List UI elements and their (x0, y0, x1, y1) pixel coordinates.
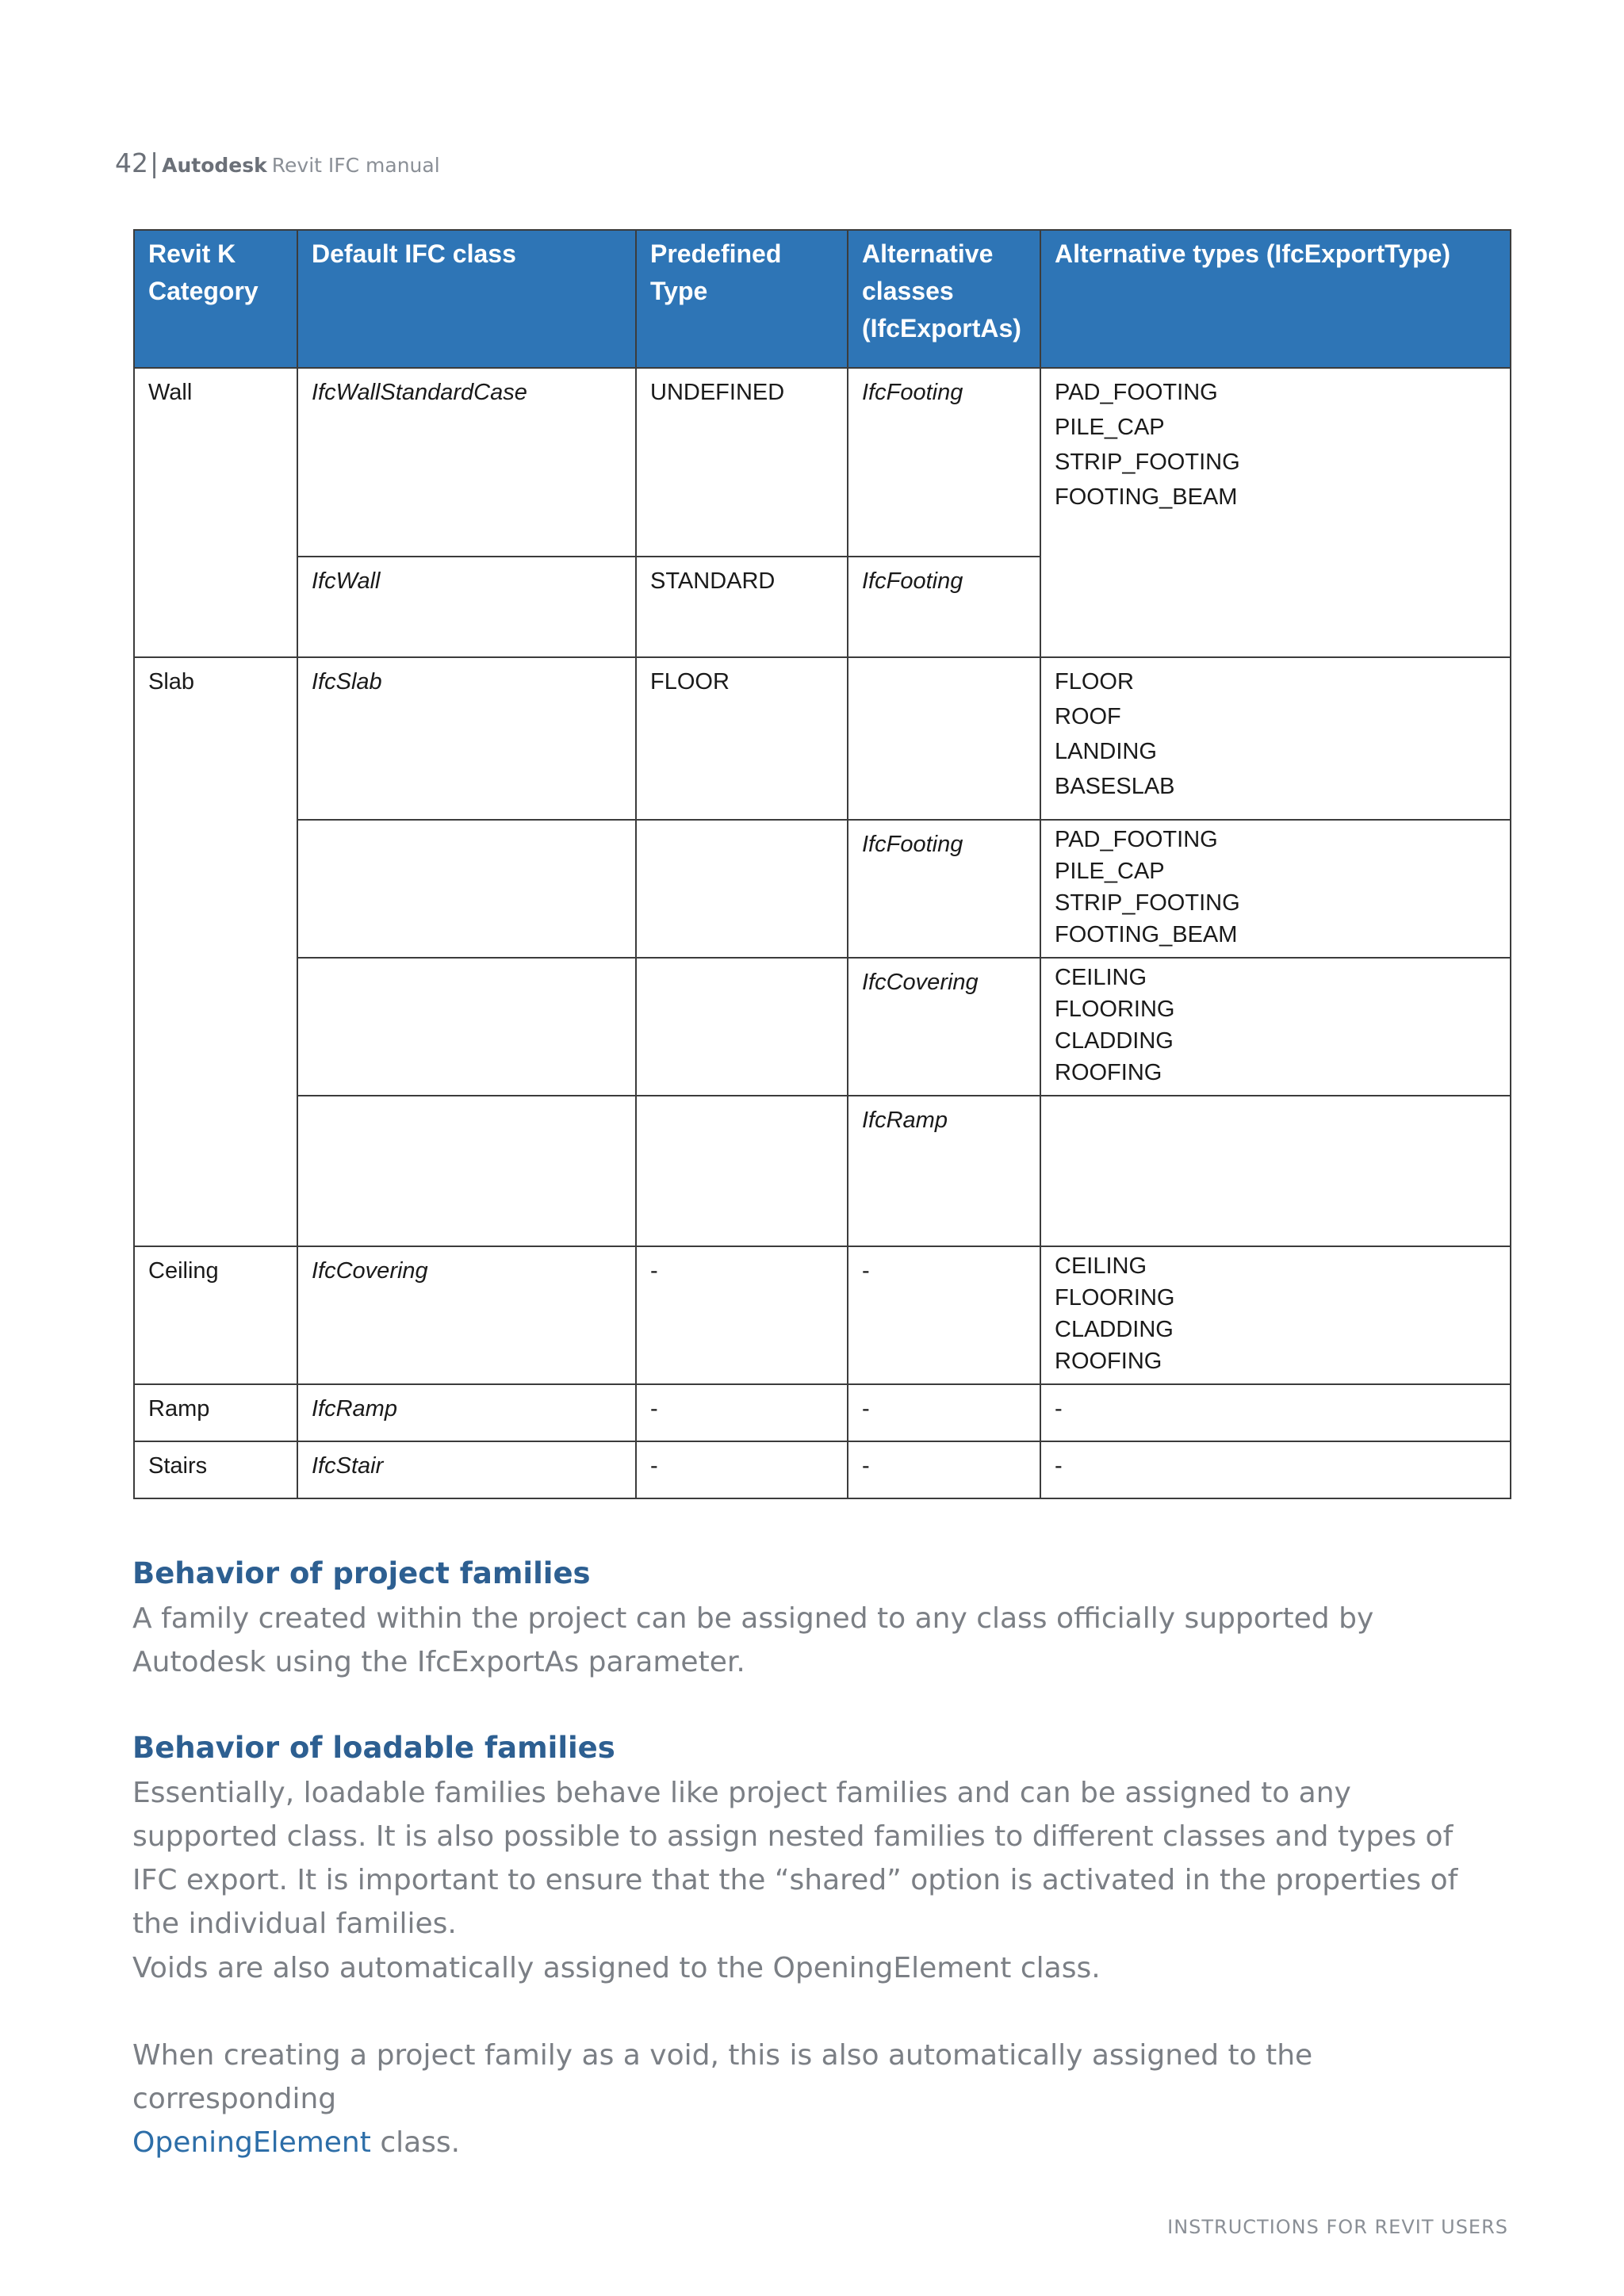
type-item: BASESLAB (1055, 774, 1175, 799)
default-class-cell: IfcWallStandardCase (297, 368, 636, 557)
type-item: STRIP_FOOTING (1055, 450, 1240, 475)
section-heading-project-families: Behavior of project families (132, 1556, 591, 1590)
type-item: PILE_CAP (1055, 859, 1165, 884)
default-class-cell: IfcWall (297, 557, 636, 657)
alt-class-cell: IfcFooting (848, 557, 1040, 657)
type-item: FLOORING (1055, 1285, 1175, 1311)
type-list (1055, 962, 1497, 1089)
default-class-cell: IfcRamp (297, 1384, 636, 1441)
alt-types-cell (1040, 368, 1511, 657)
category-cell: Wall (134, 368, 297, 657)
alt-class-cell: - (848, 1246, 1040, 1384)
table-row (134, 657, 1511, 820)
predefined-type-cell: - (636, 1384, 848, 1441)
alt-types-cell (1040, 657, 1511, 820)
alt-types-cell: - (1040, 1441, 1511, 1498)
default-class-cell: IfcStair (297, 1441, 636, 1498)
type-item: CLADDING (1055, 1028, 1174, 1054)
predefined-type-cell: - (636, 1441, 848, 1498)
alt-types-cell (1040, 820, 1511, 958)
section-paragraph (132, 2034, 1504, 2164)
default-class-cell (297, 958, 636, 1096)
predefined-type-cell (636, 820, 848, 958)
predefined-type-cell: STANDARD (636, 557, 848, 657)
ifc-mapping-table (133, 229, 1511, 1499)
alt-types-cell: - (1040, 1384, 1511, 1441)
predefined-type-cell: FLOOR (636, 657, 848, 820)
predefined-type-cell: - (636, 1246, 848, 1384)
type-item: FLOORING (1055, 997, 1175, 1022)
type-list (1055, 1250, 1497, 1377)
alt-types-cell (1040, 958, 1511, 1096)
section-paragraph: Essentially, loadable families behave like project families and can be assigned to any supported class. It is also possible to assign nested families to different classes and types of IFC export. It is important to ensure that the “shared” option is activated in the properties of the individual families. (132, 1777, 1458, 1940)
type-item: PAD_FOOTING (1055, 380, 1218, 405)
category-cell: Slab (134, 657, 297, 1246)
predefined-type-cell: UNDEFINED (636, 368, 848, 557)
category-cell: Ceiling (134, 1246, 297, 1384)
alt-class-cell: IfcCovering (848, 958, 1040, 1096)
header-separator: | (150, 147, 159, 178)
brand-name: Autodesk (162, 154, 267, 177)
alt-class-cell: IfcFooting (848, 820, 1040, 958)
category-cell: Ramp (134, 1384, 297, 1441)
column-header: Revit K Category (134, 230, 297, 368)
type-item: ROOFING (1055, 1349, 1162, 1374)
default-class-cell (297, 820, 636, 958)
column-header: Default IFC class (297, 230, 636, 368)
type-item: CEILING (1055, 965, 1147, 990)
type-item: ROOF (1055, 704, 1121, 729)
column-header: Predefined Type (636, 230, 848, 368)
table-row (134, 820, 1511, 958)
paragraph-text: When creating a project family as a void, this is also automatically assigned to the corresponding (132, 2039, 1313, 2115)
type-item: PAD_FOOTING (1055, 827, 1218, 852)
alt-types-cell (1040, 1096, 1511, 1246)
table-row (134, 368, 1511, 557)
column-header: Alternative types (IfcExportType) (1040, 230, 1511, 368)
table-row (134, 1441, 1511, 1498)
page-number: 42 (115, 147, 148, 178)
page-footer: INSTRUCTIONS FOR REVIT USERS (1167, 2216, 1508, 2238)
type-item: LANDING (1055, 739, 1157, 764)
table-row (134, 1096, 1511, 1246)
type-item: CLADDING (1055, 1317, 1174, 1342)
type-item: FLOOR (1055, 669, 1134, 695)
table-row (134, 1384, 1511, 1441)
type-item: STRIP_FOOTING (1055, 890, 1240, 916)
default-class-cell (297, 1096, 636, 1246)
predefined-type-cell (636, 1096, 848, 1246)
type-item: ROOFING (1055, 1060, 1162, 1085)
paragraph-text: class. (370, 2126, 461, 2159)
type-item: FOOTING_BEAM (1055, 922, 1238, 947)
default-class-cell: IfcSlab (297, 657, 636, 820)
default-class-cell: IfcCovering (297, 1246, 636, 1384)
alt-class-cell: IfcFooting (848, 368, 1040, 557)
table-header-row (134, 230, 1511, 368)
page-header (115, 147, 440, 178)
category-cell: Stairs (134, 1441, 297, 1498)
alt-class-cell: IfcRamp (848, 1096, 1040, 1246)
column-header: Alternative classes (IfcExportAs) (848, 230, 1040, 368)
document-title: Revit IFC manual (271, 154, 440, 177)
type-item: PILE_CAP (1055, 415, 1165, 440)
table-row (134, 958, 1511, 1096)
section-paragraph: A family created within the project can be assigned to any class officially supported by Autodesk using the IfcExportAs parameter. (132, 1602, 1374, 1678)
alt-class-cell (848, 657, 1040, 820)
alt-class-cell: - (848, 1384, 1040, 1441)
section-paragraph: Voids are also automatically assigned to the OpeningElement class. (132, 1952, 1101, 1984)
section-heading-loadable-families: Behavior of loadable families (132, 1731, 615, 1765)
alt-types-cell (1040, 1246, 1511, 1384)
alt-class-cell: - (848, 1441, 1040, 1498)
type-list (1055, 664, 1497, 804)
type-list (1055, 824, 1497, 951)
table-row (134, 1246, 1511, 1384)
type-list (1055, 375, 1497, 515)
opening-element-link[interactable]: OpeningElement (132, 2126, 371, 2159)
type-item: FOOTING_BEAM (1055, 484, 1238, 510)
type-item: CEILING (1055, 1253, 1147, 1279)
predefined-type-cell (636, 958, 848, 1096)
